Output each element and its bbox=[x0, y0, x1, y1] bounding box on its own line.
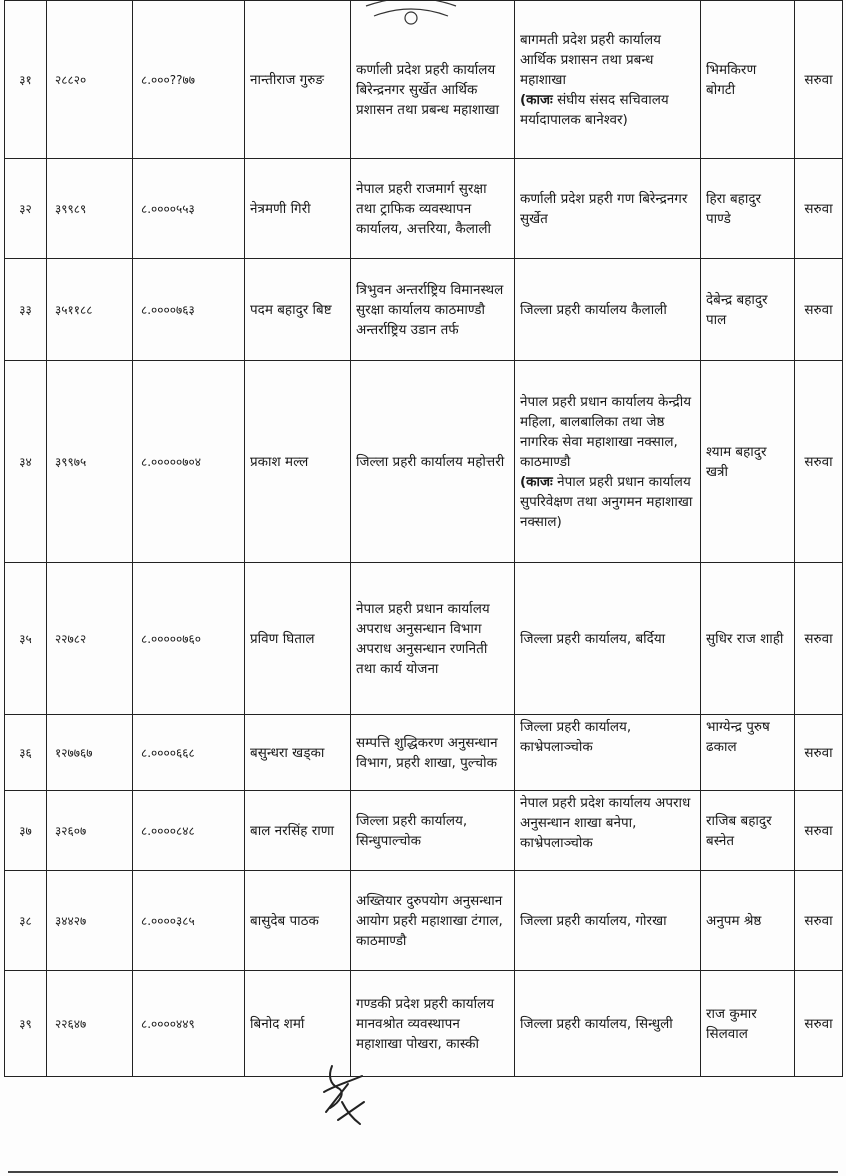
table-row bbox=[5, 871, 843, 971]
to-office-cell bbox=[515, 361, 701, 563]
signature bbox=[318, 1062, 370, 1128]
employee-name: प्रविण घिताल bbox=[245, 563, 351, 715]
deputation-text: नेपाल प्रहरी प्रधान कार्यालय सुपरिवेक्षण तथा अनुगमन महाशाखा नक्साल) bbox=[520, 473, 693, 530]
deputation-label: (काजः bbox=[520, 473, 553, 490]
serial-number: ३१ bbox=[5, 1, 47, 159]
from-office: त्रिभुवन अन्तर्राष्ट्रिय विमानस्थल सुरक्षा कार्यालय काठमाण्डौ अन्तर्राष्ट्रिय उडान तर्फ bbox=[351, 259, 515, 361]
employee-name: बाल नरसिंह राणा bbox=[245, 791, 351, 871]
status-label: सरुवा bbox=[795, 259, 843, 361]
approving-officer: सुधिर राज शाही bbox=[701, 563, 795, 715]
to-office: नेपाल प्रहरी प्रदेश कार्यालय अपराध अनुसन्धान शाखा बनेपा, काभ्रेपलाञ्चोक bbox=[515, 791, 701, 871]
personnel-code: ८.००००४४९ bbox=[133, 971, 245, 1077]
to-office: जिल्ला प्रहरी कार्यालय, गोरखा bbox=[515, 871, 701, 971]
to-office: नेपाल प्रहरी प्रधान कार्यालय केन्द्रीय महिला, बालबालिका तथा जेष्ठ नागरिक सेवा महाशाखा नक्साल, काठमाण्डौ bbox=[520, 393, 692, 470]
serial-number: ३६ bbox=[5, 715, 47, 791]
personnel-id: ३४४२७ bbox=[47, 871, 133, 971]
employee-name: पदम बहादुर बिष्ट bbox=[245, 259, 351, 361]
to-office: कर्णाली प्रदेश प्रहरी गण बिरेन्द्रनगर सुर्खेत bbox=[515, 159, 701, 259]
personnel-code: ८.००००६६८ bbox=[133, 715, 245, 791]
to-office: बागमती प्रदेश प्रहरी कार्यालय आर्थिक प्रशासन तथा प्रबन्ध महाशाखा bbox=[520, 31, 662, 88]
table-row bbox=[5, 791, 843, 871]
page-bottom-rule bbox=[8, 1171, 838, 1173]
personnel-code: ८.०००००७६० bbox=[133, 563, 245, 715]
personnel-code: ८.००००७६३ bbox=[133, 259, 245, 361]
to-office: जिल्ला प्रहरी कार्यालय कैलाली bbox=[515, 259, 701, 361]
personnel-code: ८.००००३८५ bbox=[133, 871, 245, 971]
personnel-id: ३२६०७ bbox=[47, 791, 133, 871]
from-office: गण्डकी प्रदेश प्रहरी कार्यालय मानवश्रोत व्यवस्थापन महाशाखा पोखरा, कास्की bbox=[351, 971, 515, 1077]
status-label: सरुवा bbox=[795, 791, 843, 871]
to-office: जिल्ला प्रहरी कार्यालय, बर्दिया bbox=[515, 563, 701, 715]
serial-number: ३८ bbox=[5, 871, 47, 971]
table-row bbox=[5, 563, 843, 715]
from-office: जिल्ला प्रहरी कार्यालय महोत्तरी bbox=[351, 361, 515, 563]
personnel-code: ८.००००८४८ bbox=[133, 791, 245, 871]
approving-officer: श्याम बहादुर खत्री bbox=[701, 361, 795, 563]
personnel-code: ८.०००??७७ bbox=[133, 1, 245, 159]
personnel-id: ३९९७५ bbox=[47, 361, 133, 563]
from-office: अख्तियार दुरुपयोग अनुसन्धान आयोग प्रहरी महाशाखा टंगाल, काठमाण्डौ bbox=[351, 871, 515, 971]
approving-officer: अनुपम श्रेष्ठ bbox=[701, 871, 795, 971]
deputation-text: संघीय संसद सचिवालय मर्यादापालक बानेश्वर) bbox=[520, 91, 669, 128]
approving-officer: भिमकिरण बोगटी bbox=[701, 1, 795, 159]
status-label: सरुवा bbox=[795, 871, 843, 971]
personnel-code: ८.०००००७०४ bbox=[133, 361, 245, 563]
employee-name: नान्तीराज गुरुङ bbox=[245, 1, 351, 159]
personnel-id: ३५११८८ bbox=[47, 259, 133, 361]
status-label: सरुवा bbox=[795, 715, 843, 791]
employee-name: बसुन्धरा खड्का bbox=[245, 715, 351, 791]
personnel-id: ३९९८९ bbox=[47, 159, 133, 259]
deputation-note bbox=[520, 90, 695, 130]
serial-number: ३३ bbox=[5, 259, 47, 361]
employee-name: बिनोद शर्मा bbox=[245, 971, 351, 1077]
to-office-cell bbox=[515, 1, 701, 159]
from-office: सम्पत्ति शुद्धिकरण अनुसन्धान विभाग, प्रहरी शाखा, पुल्चोक bbox=[351, 715, 515, 791]
personnel-code: ८.००००५५३ bbox=[133, 159, 245, 259]
serial-number: ३९ bbox=[5, 971, 47, 1077]
personnel-id: २२६४७ bbox=[47, 971, 133, 1077]
employee-name: नेत्रमणी गिरी bbox=[245, 159, 351, 259]
personnel-id: २२७८२ bbox=[47, 563, 133, 715]
table-row bbox=[5, 1, 843, 159]
table-row bbox=[5, 361, 843, 563]
from-office: नेपाल प्रहरी प्रधान कार्यालय अपराध अनुसन्धान विभाग अपराध अनुसन्धान रणनिती तथा कार्य योजना bbox=[351, 563, 515, 715]
status-label: सरुवा bbox=[795, 563, 843, 715]
status-label: सरुवा bbox=[795, 159, 843, 259]
from-office: जिल्ला प्रहरी कार्यालय, सिन्धुपाल्चोक bbox=[351, 791, 515, 871]
serial-number: ३५ bbox=[5, 563, 47, 715]
from-office: नेपाल प्रहरी राजमार्ग सुरक्षा तथा ट्राफिक व्यवस्थापन कार्यालय, अत्तरिया, कैलाली bbox=[351, 159, 515, 259]
table-row bbox=[5, 715, 843, 791]
transfer-table bbox=[4, 0, 843, 1077]
deputation-label: (काजः bbox=[520, 91, 553, 108]
status-label: सरुवा bbox=[795, 971, 843, 1077]
approving-officer: भाग्येन्द्र पुरुष ढकाल bbox=[701, 715, 795, 791]
approving-officer: राजिब बहादुर बस्नेत bbox=[701, 791, 795, 871]
serial-number: ३७ bbox=[5, 791, 47, 871]
table-row bbox=[5, 159, 843, 259]
deputation-note bbox=[520, 472, 695, 532]
table-row bbox=[5, 259, 843, 361]
to-office: जिल्ला प्रहरी कार्यालय, काभ्रेपलाञ्चोक bbox=[515, 715, 701, 791]
employee-name: बासुदेब पाठक bbox=[245, 871, 351, 971]
employee-name: प्रकाश मल्ल bbox=[245, 361, 351, 563]
serial-number: ३२ bbox=[5, 159, 47, 259]
status-label: सरुवा bbox=[795, 361, 843, 563]
approving-officer: हिरा बहादुर पाण्डे bbox=[701, 159, 795, 259]
personnel-id: २८८२० bbox=[47, 1, 133, 159]
serial-number: ३४ bbox=[5, 361, 47, 563]
personnel-id: १२७७६७ bbox=[47, 715, 133, 791]
to-office: जिल्ला प्रहरी कार्यालय, सिन्धुली bbox=[515, 971, 701, 1077]
status-label: सरुवा bbox=[795, 1, 843, 159]
table-row bbox=[5, 971, 843, 1077]
approving-officer: राज कुमार सिलवाल bbox=[701, 971, 795, 1077]
from-office: कर्णाली प्रदेश प्रहरी कार्यालय बिरेन्द्रनगर सुर्खेत आर्थिक प्रशासन तथा प्रबन्ध महाशाखा bbox=[351, 1, 515, 159]
approving-officer: देबेन्द्र बहादुर पाल bbox=[701, 259, 795, 361]
